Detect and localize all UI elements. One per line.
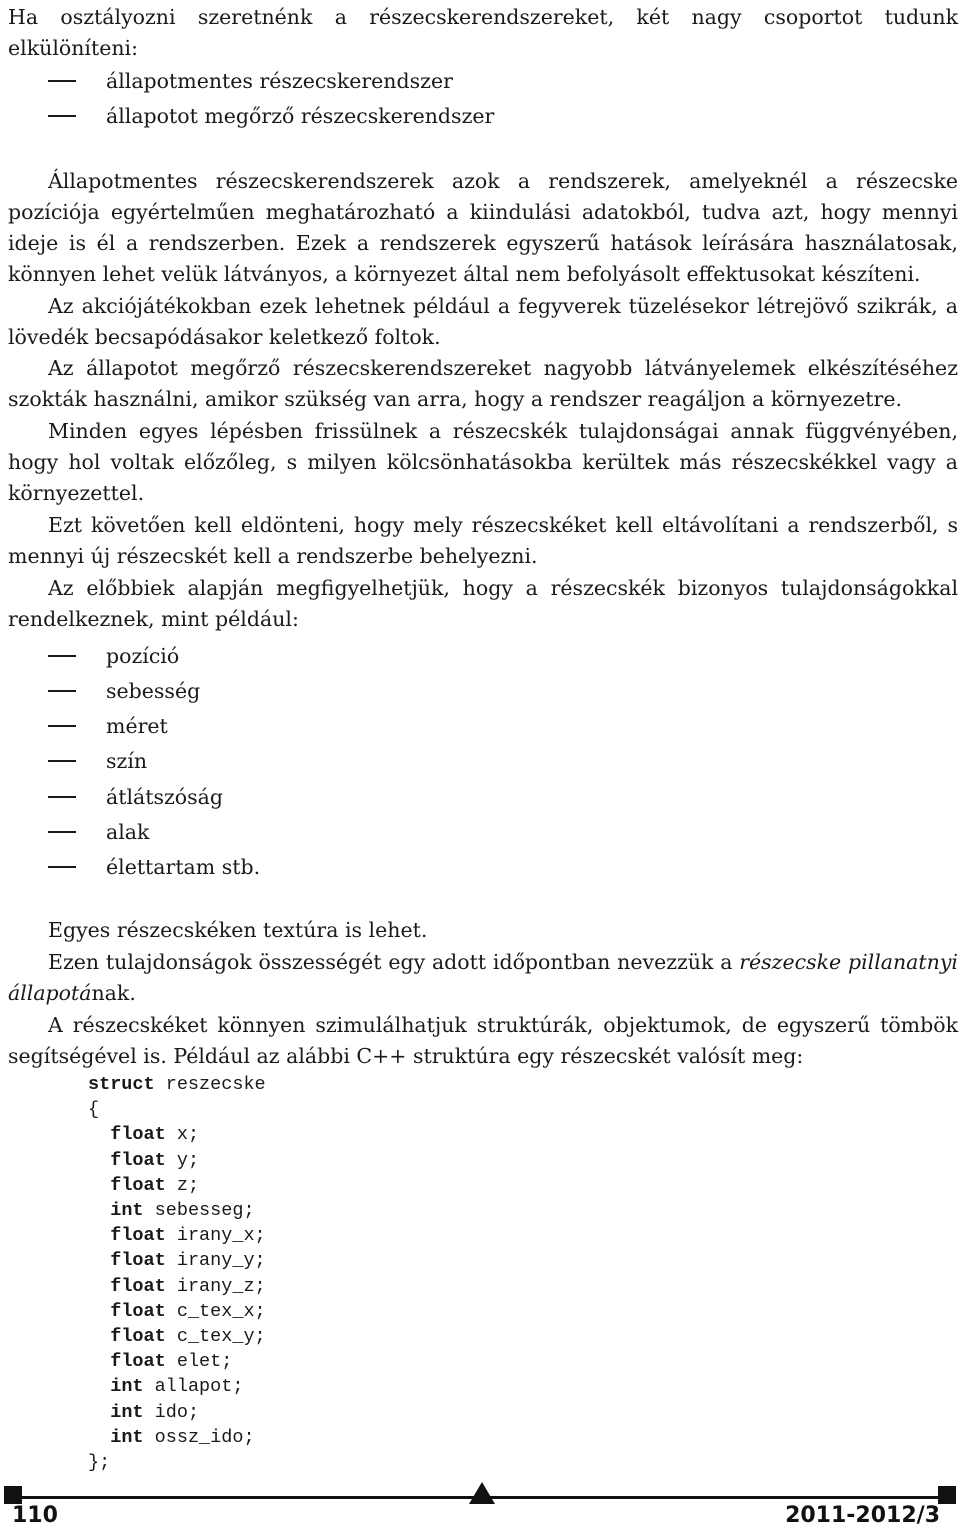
property-list-item: méret [48,711,168,742]
property-list-item: átlátszóság [48,782,223,813]
page-number: 110 [12,1503,58,1528]
dash-icon [48,866,76,868]
dash-icon [48,655,76,657]
body-paragraph: Az akciójátékokban ezek lehetnek például a fegyverek tüzelésekor létrejövő szikrák, a lövedék becsapódásakor keletkező foltok. [8,294,958,349]
issue-number: 2011-2012/3 [785,1503,940,1528]
body-paragraph: Ezt követően kell eldönteni, hogy mely részecskéket kell eltávolítani a rendszerből, s mennyi új részecskét kell a rendszerbe behelyezni. [8,513,958,568]
property-list-item: pozíció [48,641,179,672]
code-block: struct reszecske { float x; float y; float z; int sebesseg; float irany_x; float irany_y; float irany_z; float c_tex_x; float c_tex_y; float elet; int allapot; int ido; int ossz_ido; }; [88,1074,266,1474]
dash-icon [48,80,76,82]
struct-intro-paragraph: A részecskéket könnyen szimulálhatjuk struktúrák, objektumok, de egyszerű tömbök segítségével is. Például az alábbi C++ struktúra egy részecskét valósít meg: [8,1013,958,1068]
dash-icon [48,690,76,692]
intro-paragraph: Ha osztályozni szeretnénk a részecskerendszereket, két nagy csoportot tudunk elkülöníteni: [8,5,958,60]
intro-list-item: állapotmentes részecskerendszer [48,66,453,97]
property-list-item: szín [48,746,147,777]
body-paragraph: Az állapotot megőrző részecskerendszereket nagyobb látványelemek elkészítéséhez szokták használni, amikor szükség van arra, hogy a rendszer reagáljon a környezetre. [8,356,958,411]
state-paragraph: Ezen tulajdonságok összességét egy adott időpontban nevezzük a részecske pillanatnyi állapotának. [8,950,958,1005]
dash-icon [48,725,76,727]
square-icon [4,1486,22,1504]
square-icon [938,1486,956,1504]
body-paragraph: Minden egyes lépésben frissülnek a részecskék tulajdonságai annak függvényében, hogy hol voltak előzőleg, s milyen kölcsönhatásokba kerültek más részecskékkel vagy a környezettel. [8,419,958,505]
dash-icon [48,796,76,798]
property-list-item: alak [48,817,149,848]
property-list-item: sebesség [48,676,200,707]
dash-icon [48,760,76,762]
triangle-icon [469,1482,495,1504]
intro-list-item: állapotot megőrző részecskerendszer [48,101,494,132]
body-paragraph: Az előbbiek alapján megfigyelhetjük, hogy a részecskék bizonyos tulajdonságokkal rendelkeznek, mint például: [8,576,958,631]
dash-icon [48,831,76,833]
dash-icon [48,115,76,117]
state-term: részecske pillanatnyi állapotá [8,950,958,1005]
property-list-item: élettartam stb. [48,852,260,883]
body-paragraph: Állapotmentes részecskerendszerek azok a rendszerek, amelyeknél a részecske pozíciója egyértelműen meghatározható a kiindulási adatokból, tudva azt, hogy mennyi ideje is él a rendszerben. Ezek a rendszerek egyszerű hatások leírására használatosak, könnyen lehet velük látványos, a környezet által nem befolyásolt effektusokat készíteni. [8,169,958,286]
texture-paragraph: Egyes részecskéken textúra is lehet. [48,918,428,942]
